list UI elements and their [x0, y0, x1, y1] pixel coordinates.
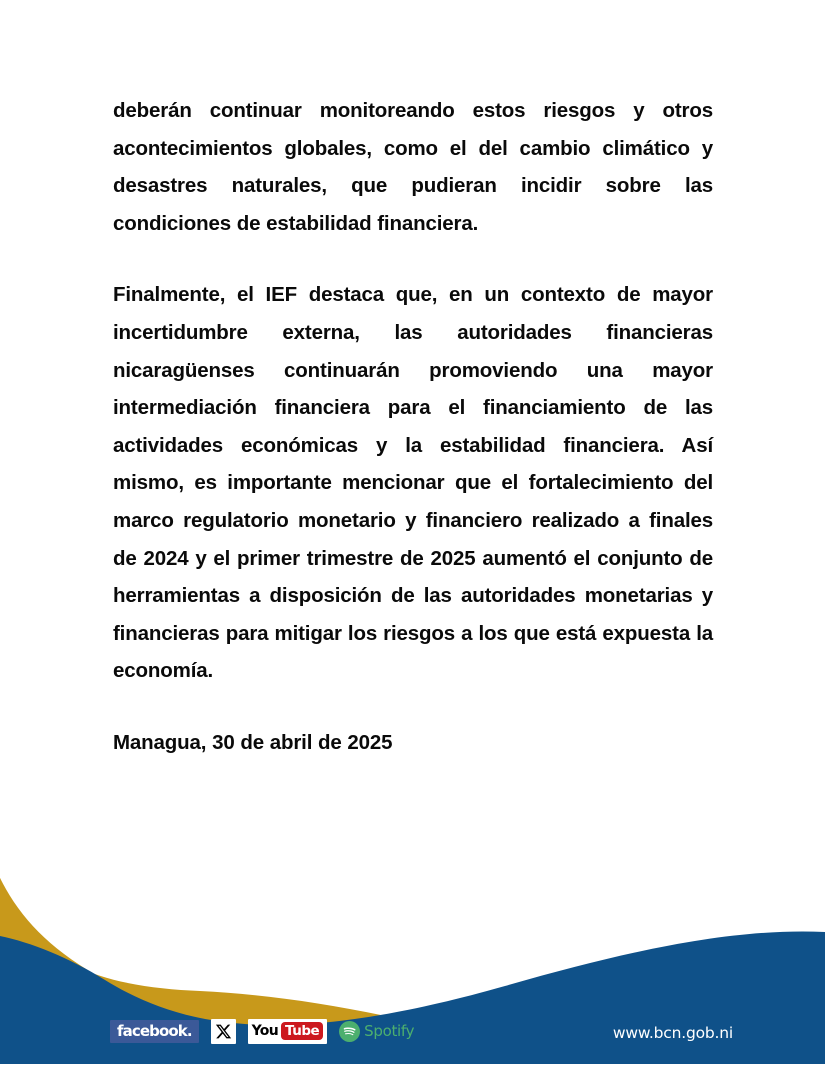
x-twitter-icon[interactable]: [211, 1019, 236, 1044]
bottom-white-strip: [0, 1064, 825, 1068]
dateline: Managua, 30 de abril de 2025: [113, 730, 393, 754]
blue-wave-shape: [0, 931, 825, 1068]
paragraph-2: Finalmente, el IEF destaca que, en un contexto de mayor incertidumbre externa, las autoridades financieras nicaragüenses continuarán promoviendo una mayor intermediación financiera para el financiamiento de las actividades económicas y la estabilidad financiera. Así mismo, es importante mencionar que el fortalecimiento del marco regulatorio monetario y financiero realizado a finales de 2024 y el primer trimestre de 2025 aumentó el conjunto de herramientas a disposición de las autoridades monetarias y financieras para mitigar los riesgos a los que está expuesta la economía.: [113, 283, 713, 683]
spotify-label: Spotify: [364, 1022, 415, 1040]
youtube-label-you: You: [251, 1023, 278, 1039]
facebook-label: facebook.: [117, 1021, 192, 1040]
document-body: [113, 92, 713, 762]
website-url[interactable]: www.bcn.gob.ni: [612, 1024, 733, 1042]
facebook-icon[interactable]: [110, 1020, 199, 1043]
youtube-label-tube: Tube: [281, 1022, 323, 1040]
paragraph-1: deberán continuar monitoreando estos riesgos y otros acontecimientos globales, como el del cambio climático y desastres naturales, que pudieran incidir sobre las condiciones de estabilidad financiera.: [113, 99, 713, 235]
spotify-icon[interactable]: [339, 1019, 414, 1043]
x-glyph: [215, 1023, 232, 1040]
spotify-glyph: [339, 1021, 360, 1042]
youtube-icon[interactable]: [248, 1019, 328, 1044]
social-media-links: [110, 1018, 414, 1044]
